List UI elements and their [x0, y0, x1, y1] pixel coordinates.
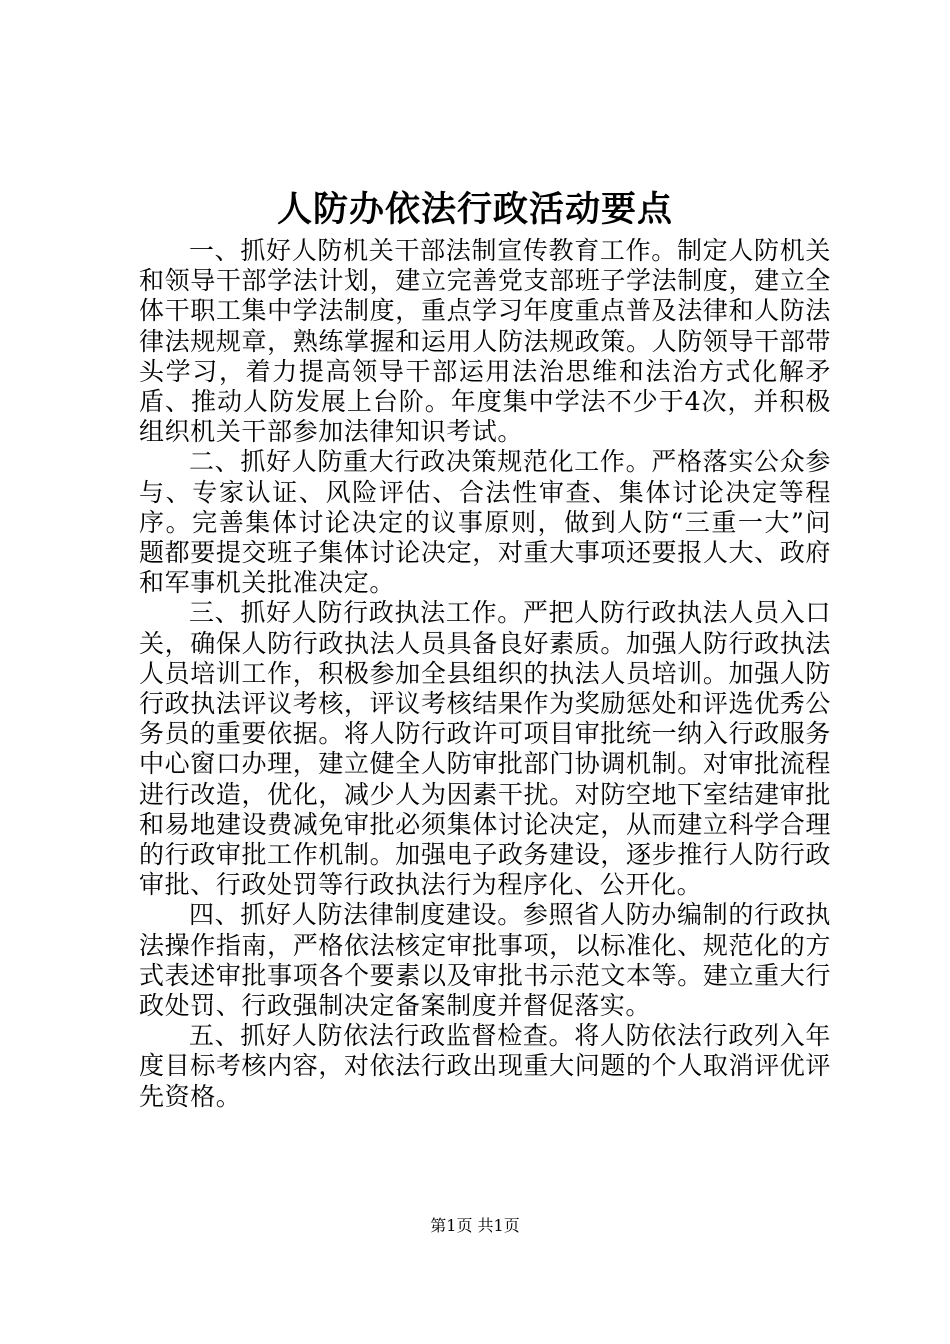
paragraph-2: 二、抓好人防重大行政决策规范化工作。严格落实公众参与、专家认证、风险评估、合法性审查、集体讨论决定等程序。完善集体讨论决定的议事原则，做到人防“三重一大”问题都要提交班子集体讨论决定，对重大事项还要报人大、政府和军事机关批准决定。	[139, 447, 831, 598]
paragraph-3: 三、抓好人防行政执法工作。严把人防行政执法人员入口关，确保人防行政执法人员具备良好素质。加强人防行政执法人员培训工作，积极参加全县组织的执法人员培训。加强人防行政执法评议考核，评议考核结果作为奖励惩处和评选优秀公务员的重要依据。将人防行政许可项目审批统一纳入行政服务中心窗口办理，建立健全人防审批部门协调机制。对审批流程进行改造，优化，减少人为因素干扰。对防空地下室结建审批和易地建设费减免审批必须集体讨论决定，从而建立科学合理的行政审批工作机制。加强电子政务建设，逐步推行人防行政审批、行政处罚等行政执法行为程序化、公开化。	[139, 598, 831, 900]
paragraph-4: 四、抓好人防法律制度建设。参照省人防办编制的行政执法操作指南，严格依法核定审批事项，以标准化、规范化的方式表述审批事项各个要素以及审批书示范文本等。建立重大行政处罚、行政强制决定备案制度并督促落实。	[139, 900, 831, 1021]
page-number-footer: 第1页 共1页	[430, 1216, 520, 1235]
document-title: 人防办依法行政活动要点	[276, 189, 673, 230]
paragraph-5: 五、抓好人防依法行政监督检查。将人防依法行政列入年度目标考核内容，对依法行政出现重大问题的个人取消评优评先资格。	[139, 1021, 831, 1111]
document-body	[139, 236, 831, 1112]
paragraph-1: 一、抓好人防机关干部法制宣传教育工作。制定人防机关和领导干部学法计划，建立完善党支部班子学法制度，建立全体干职工集中学法制度，重点学习年度重点普及法律和人防法律法规规章，熟练掌握和运用人防法规政策。人防领导干部带头学习，着力提高领导干部运用法治思维和法治方式化解矛盾、推动人防发展上台阶。年度集中学法不少于4次，并积极组织机关干部参加法律知识考试。	[139, 236, 831, 447]
